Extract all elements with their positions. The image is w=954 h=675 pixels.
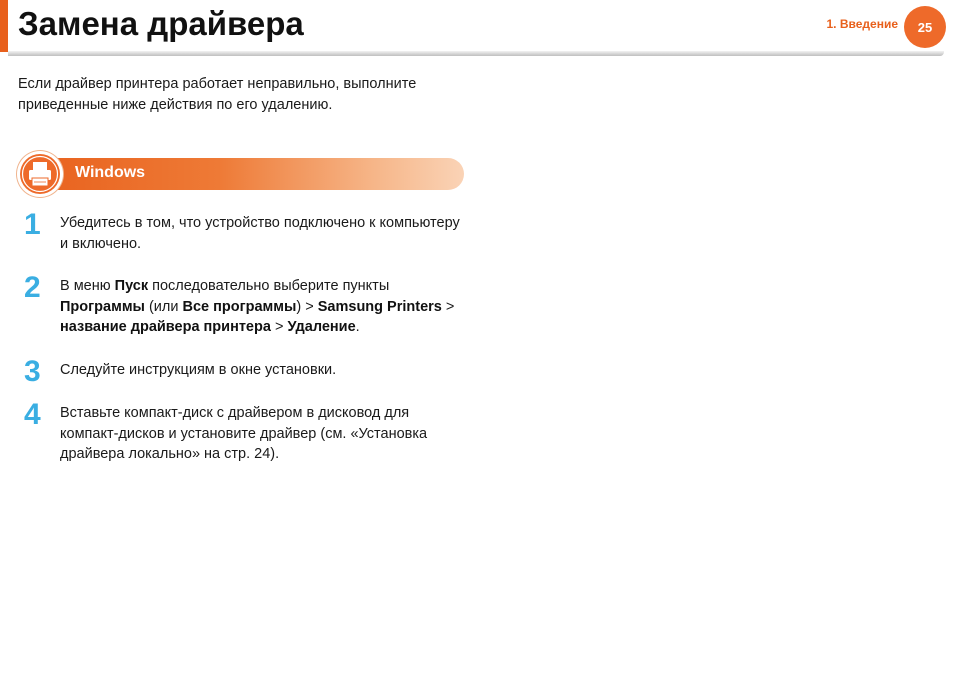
step-text: Вставьте компакт-диск с драйвером в дисковод для компакт-дисков и установите драйвер (см. «Установка драйвера локально» на стр. 24). — [60, 405, 428, 462]
step-text-run: ) > — [296, 298, 318, 315]
menu-item-driver-name: название драйвера принтера — [60, 319, 271, 335]
page-number-badge: 25 — [904, 6, 946, 48]
step-text-run: > — [441, 298, 455, 315]
chapter-label[interactable]: 1. Введение — [826, 17, 898, 31]
step-text-run: последовательно выберите пункты — [148, 278, 390, 294]
menu-item-all-programs: Все программы — [182, 298, 297, 315]
menu-item-start: Пуск — [114, 278, 149, 294]
step-text: Следуйте инструкциям в окне установки. — [60, 362, 337, 378]
step-number: 1 — [24, 208, 41, 241]
printer-icon — [17, 151, 63, 197]
os-section-banner — [19, 158, 464, 190]
header-divider — [8, 51, 944, 56]
step-text-run: > — [270, 319, 288, 335]
step-text-run: В меню — [60, 278, 115, 294]
menu-item-programs: Программы — [60, 298, 145, 315]
step-text-run: (или — [144, 298, 183, 315]
menu-item-uninstall: Удаление — [287, 319, 356, 335]
step-text: Убедитесь в том, что устройство подключено к компьютеру и включено. — [60, 215, 460, 252]
step-number: 3 — [24, 355, 41, 388]
header-accent-bar — [0, 0, 8, 52]
step-text — [60, 276, 470, 338]
intro-paragraph: Если драйвер принтера работает неправильно, выполните приведенные ниже действия по его удалению. — [18, 76, 417, 113]
page-title: Замена драйвера — [18, 5, 304, 42]
step-number: 2 — [24, 271, 41, 304]
menu-item-samsung-printers: Samsung Printers — [317, 298, 442, 315]
step-text-run: . — [355, 319, 360, 335]
os-section-label: Windows — [75, 164, 146, 181]
step-number: 4 — [24, 398, 41, 431]
